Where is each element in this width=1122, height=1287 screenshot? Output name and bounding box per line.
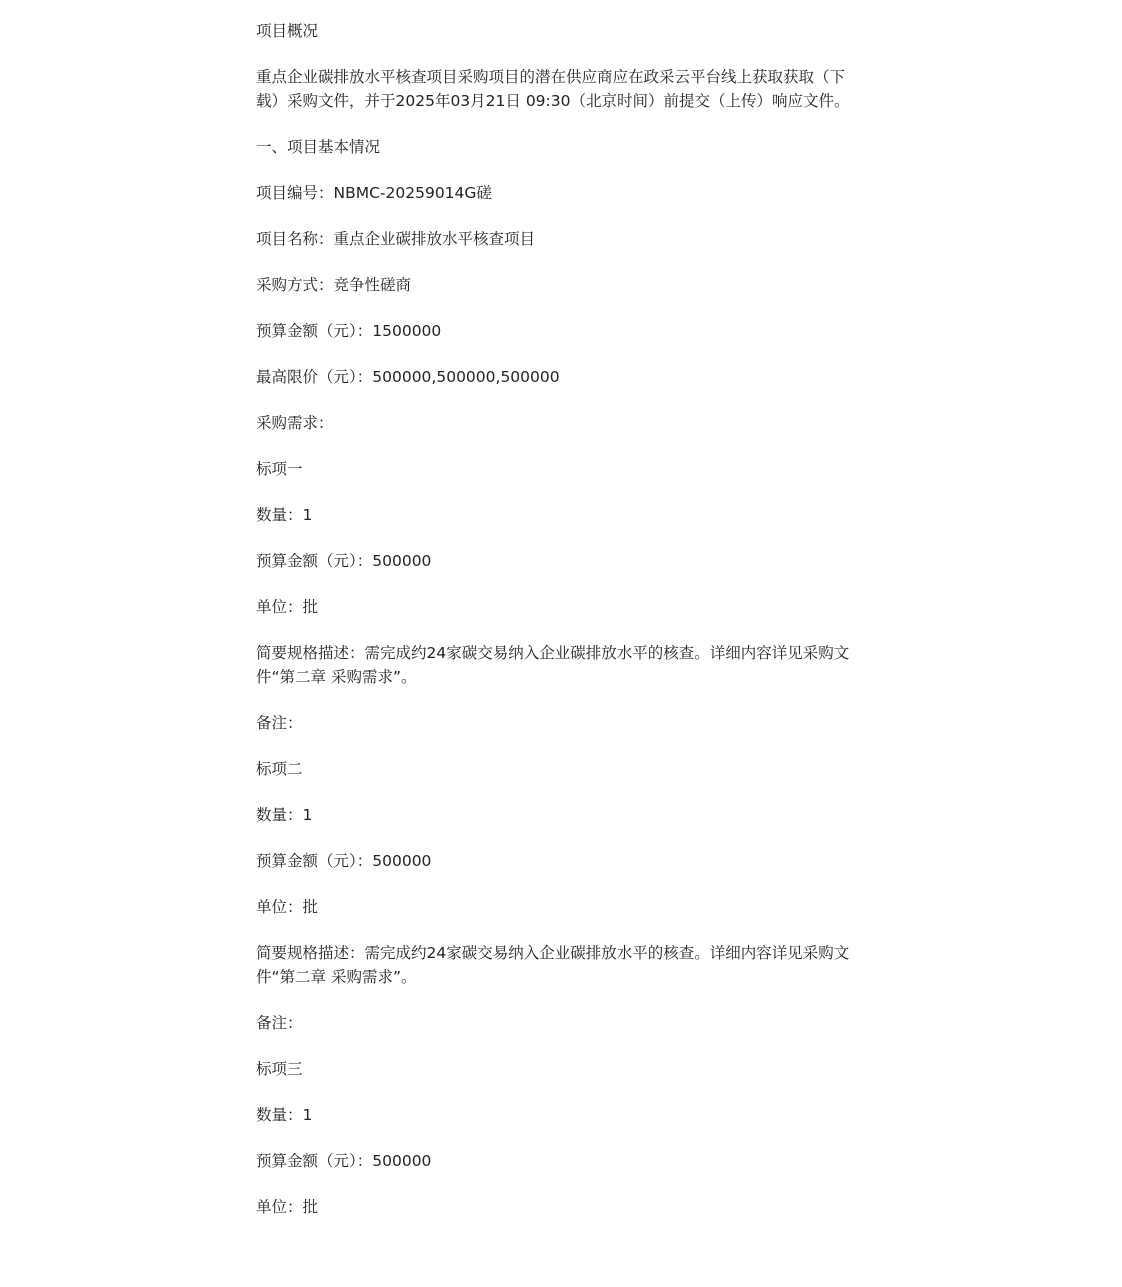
lot-2-unit: 单位：批 [256, 898, 319, 916]
intro-paragraph: 重点企业碳排放水平核查项目采购项目的潜在供应商应在政采云平台线上获取获取（下载）采购文件，并于2025年03月21日 09:30（北京时间）前提交（上传）响应文件。 [256, 68, 850, 110]
lot-1-name: 标项一 [256, 460, 303, 478]
procurement-method: 采购方式：竞争性磋商 [256, 276, 412, 294]
project-number: 项目编号：NBMC-20259014G磋 [256, 184, 492, 202]
overview-title: 项目概况 [256, 22, 319, 40]
requirements-label: 采购需求： [256, 414, 334, 432]
lot-3-name: 标项三 [256, 1060, 303, 1078]
lot-1-budget: 预算金额（元）：500000 [256, 552, 432, 570]
project-name: 项目名称：重点企业碳排放水平核查项目 [256, 230, 536, 248]
procurement-notice [256, 19, 868, 1241]
lot-2-quantity: 数量：1 [256, 806, 313, 824]
lot-2-budget: 预算金额（元）：500000 [256, 852, 432, 870]
lot-1-quantity: 数量：1 [256, 506, 313, 524]
section-heading-basic-info: 一、项目基本情况 [256, 138, 381, 156]
lot-1-unit: 单位：批 [256, 598, 319, 616]
max-price: 最高限价（元）：500000,500000,500000 [256, 368, 560, 386]
lot-2-remark: 备注： [256, 1014, 303, 1032]
lot-2-name: 标项二 [256, 760, 303, 778]
budget-total: 预算金额（元）：1500000 [256, 322, 442, 340]
lot-2-description: 简要规格描述：需完成约24家碳交易纳入企业碳排放水平的核查。详细内容详见采购文件“第二章 采购需求”。 [256, 944, 850, 986]
lot-1-description: 简要规格描述：需完成约24家碳交易纳入企业碳排放水平的核查。详细内容详见采购文件“第二章 采购需求”。 [256, 644, 850, 686]
lot-3-quantity: 数量：1 [256, 1106, 313, 1124]
lot-3-budget: 预算金额（元）：500000 [256, 1152, 432, 1170]
lot-1-remark: 备注： [256, 714, 303, 732]
lot-3-unit: 单位：批 [256, 1198, 319, 1216]
